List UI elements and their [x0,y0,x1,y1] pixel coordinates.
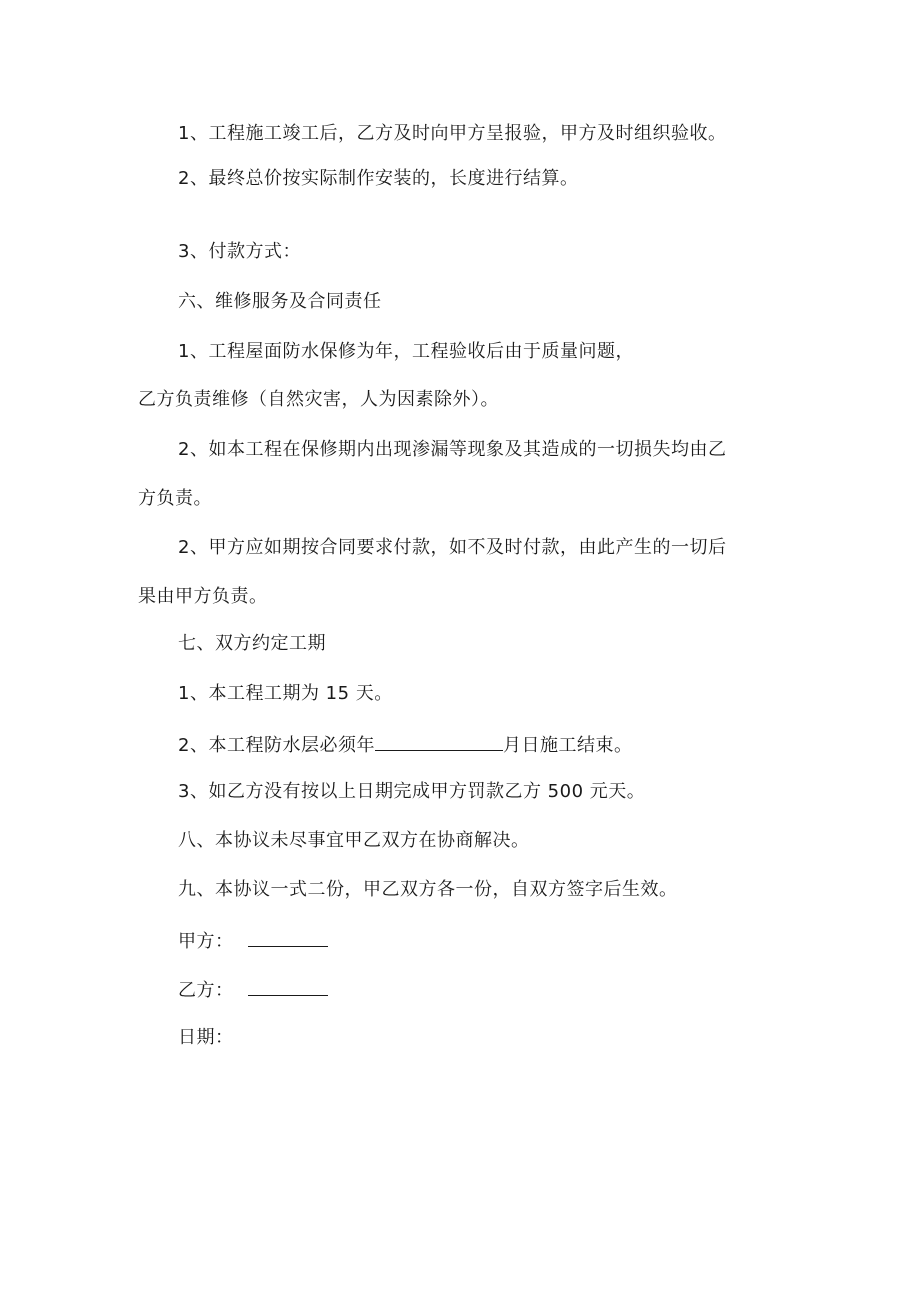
section-7-heading: 七、双方约定工期 [178,633,326,654]
party-b-label: 乙方： [178,980,234,1001]
year-blank-line [375,732,503,751]
section-6-item-2-line-1: 2、如本工程在保修期内出现渗漏等现象及其造成的一切损失均由乙 [178,439,727,460]
section-7-item-2 [178,732,632,758]
section-8-clause: 八、本协议未尽事宜甲乙双方在协商解决。 [178,830,530,851]
party-a-label: 甲方： [178,931,234,952]
section-6-item-3-line-2: 果由甲方负责。 [138,586,268,607]
section-7-item-1: 1、本工程工期为 15 天。 [178,683,393,704]
section-7-item-3: 3、如乙方没有按以上日期完成甲方罚款乙方 500 元天。 [178,781,646,802]
clause-2-settlement: 2、最终总价按实际制作安装的，长度进行结算。 [178,168,579,189]
party-a-signature-row [178,928,328,954]
section-6-heading: 六、维修服务及合同责任 [178,291,382,312]
section-6-item-1-line-2: 乙方负责维修（自然灾害，人为因素除外）。 [138,389,499,410]
party-b-signature-row [178,977,328,1003]
clause-3-payment-method: 3、付款方式： [178,241,301,262]
section-7-item-2-suffix: 月日施工结束。 [502,735,633,756]
section-6-item-3-line-1: 2、甲方应如期按合同要求付款，如不及时付款，由此产生的一切后 [178,537,727,558]
date-label: 日期： [178,1027,234,1048]
party-b-signature-line [248,977,328,996]
clause-1-acceptance: 1、工程施工竣工后，乙方及时向甲方呈报验，甲方及时组织验收。 [178,123,727,144]
party-a-signature-line [248,928,328,947]
section-9-clause: 九、本协议一式二份，甲乙双方各一份，自双方签字后生效。 [178,879,678,900]
section-6-item-2-line-2: 方负责。 [138,488,212,509]
section-6-item-1-line-1: 1、工程屋面防水保修为年，工程验收后由于质量问题， [178,341,634,362]
section-7-item-2-prefix: 2、本工程防水层必须年 [178,735,375,756]
